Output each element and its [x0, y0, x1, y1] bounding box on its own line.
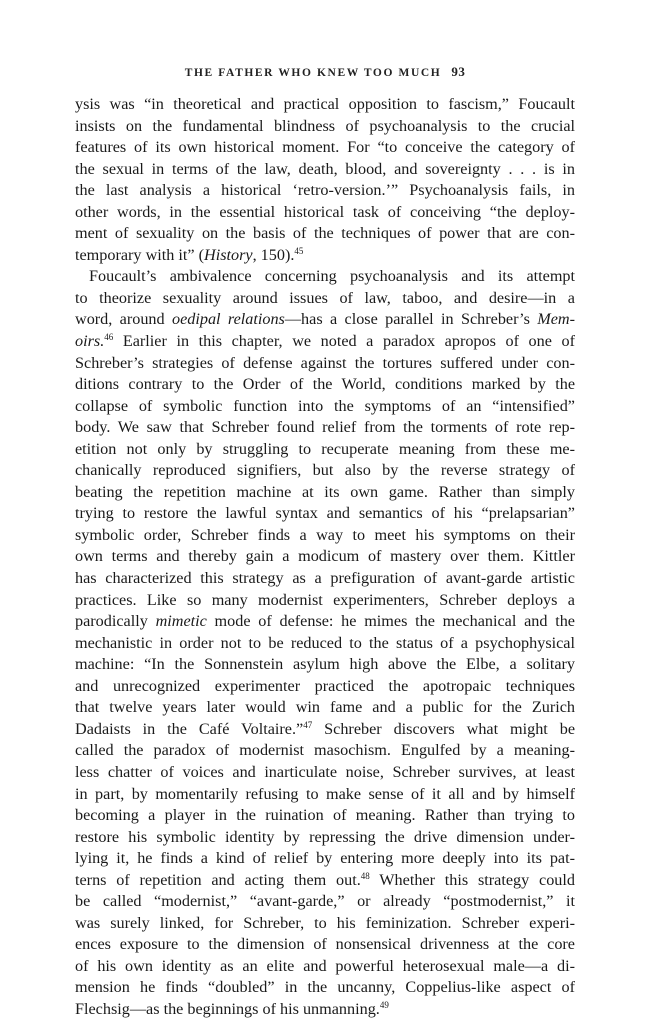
italic-title: oirs.	[75, 332, 105, 351]
text-run: Dadaists in the Café Voltaire.”	[75, 719, 304, 738]
text-line	[75, 999, 575, 1021]
text-line: lying it, he finds a kind of relief by entering more deeply into its pat-	[75, 849, 575, 868]
text-run: temporary with it” (	[75, 245, 205, 264]
text-line: Foucault’s ambivalence concerning psychoanalysis and its attempt	[89, 267, 575, 286]
text-line: features of its own historical moment. For “to conceive the category of	[75, 138, 575, 157]
body-text	[75, 94, 575, 1021]
text-line: machine: “In the Sonnenstein asylum high above the Elbe, a solitary	[75, 655, 575, 674]
text-run: parodically	[75, 612, 156, 631]
text-run: terns of repetition and acting them out.	[75, 870, 361, 889]
text-line: the sexual in terms of the law, death, blood, and sovereignty . . . is in	[75, 159, 575, 178]
footnote-ref: 49	[379, 999, 389, 1010]
footnote-ref: 45	[294, 245, 304, 256]
text-line: practices. Like so many modernist experimenters, Schreber deploys a	[75, 590, 575, 609]
text-line: becoming a player in the ruination of meaning. Rather than trying to	[75, 806, 575, 825]
text-run: , 150).	[252, 245, 295, 264]
text-line: ment of sexuality on the basis of the techniques of power that are con-	[75, 224, 575, 243]
text-line: symbolic order, Schreber finds a way to meet his symptoms on their	[75, 525, 575, 544]
text-line: and unrecognized experimenter practiced the apotropaic techniques	[75, 676, 575, 695]
text-line: other words, in the essential historical task of conceiving “the deploy-	[75, 202, 575, 221]
italic-term: oedipal relations	[171, 310, 285, 329]
text-line: of his own identity as an elite and powerful heterosexual male—a di-	[75, 956, 575, 975]
text-run: Schreber discovers what might be	[312, 719, 575, 738]
italic-title: History	[204, 245, 253, 264]
text-line: beating the repetition machine at its own game. Rather than simply	[75, 482, 575, 501]
footnote-ref: 48	[360, 870, 370, 881]
italic-term: mimetic	[155, 612, 207, 631]
text-line: called the paradox of modernist masochism. Engulfed by a meaning-	[75, 741, 575, 760]
text-run: mode of defense: he mimes the mechanical and the	[206, 612, 575, 631]
text-line: ditions contrary to the Order of the World, conditions marked by the	[75, 375, 575, 394]
text-line: the last analysis a historical ‘retro-version.’” Psychoanalysis fails, in	[75, 181, 575, 200]
text-run: word, around	[75, 310, 172, 329]
text-line: in part, by momentarily refusing to make sense of it all and by himself	[75, 784, 575, 803]
text-line	[75, 870, 575, 892]
text-line: mechanistic in order not to be reduced to the status of a psychophysical	[75, 633, 575, 652]
text-line	[75, 309, 575, 331]
text-line: own terms and thereby gain a modicum of mastery over them. Kittler	[75, 547, 575, 566]
text-line	[75, 719, 575, 741]
text-line: be called “modernist,” “avant-garde,” or already “postmodernist,” it	[75, 892, 575, 911]
text-line: insists on the fundamental blindness of psychoanalysis to the crucial	[75, 116, 575, 135]
text-line: ences exposure to the dimension of nonsensical drivenness at the core	[75, 935, 575, 954]
footnote-ref: 46	[104, 332, 114, 343]
italic-title: Mem-	[537, 310, 575, 329]
running-head	[0, 64, 650, 80]
text-line: mension he finds “doubled” in the uncanny, Coppelius-like aspect of	[75, 978, 575, 997]
text-line	[75, 245, 575, 267]
text-line: Schreber’s strategies of defense against the tortures suffered under con-	[75, 353, 575, 372]
text-line	[75, 331, 575, 353]
text-line: chanically reproduced signifiers, but also by the reverse strategy of	[75, 461, 575, 480]
text-run: —has a close parallel in Schreber’s	[284, 310, 538, 329]
text-line: to theorize sexuality around issues of law, taboo, and desire—in a	[75, 288, 575, 307]
text-run: Earlier in this chapter, we noted a paradox apropos of one of	[113, 332, 575, 351]
text-line: collapse of symbolic function into the symptoms of an “intensified”	[75, 396, 575, 415]
running-head-title: THE FATHER WHO KNEW TOO MUCH	[184, 67, 442, 79]
text-line: restore his symbolic identity by repressing the drive dimension under-	[75, 827, 575, 846]
text-line: etition not only by struggling to recuperate meaning from these me-	[75, 439, 575, 458]
text-run: Whether this strategy could	[369, 870, 575, 889]
text-line: trying to restore the lawful syntax and semantics of his “prelapsarian”	[75, 504, 575, 523]
text-line: has characterized this strategy as a prefiguration of avant-garde artistic	[75, 569, 575, 588]
text-line	[75, 611, 575, 633]
text-line: less chatter of voices and inarticulate noise, Schreber survives, at least	[75, 762, 575, 781]
text-line: ysis was “in theoretical and practical opposition to fascism,” Foucault	[75, 95, 575, 113]
footnote-ref: 47	[303, 719, 313, 730]
text-line: that twelve years later would win fame and a public for the Zurich	[75, 698, 575, 717]
text-line: was surely linked, for Schreber, to his feminization. Schreber experi-	[75, 913, 575, 932]
text-line: body. We saw that Schreber found relief from the torments of rote rep-	[75, 418, 575, 437]
page-number: 93	[451, 64, 466, 79]
text-run: Flechsig—as the beginnings of his unmanning.	[75, 999, 380, 1018]
